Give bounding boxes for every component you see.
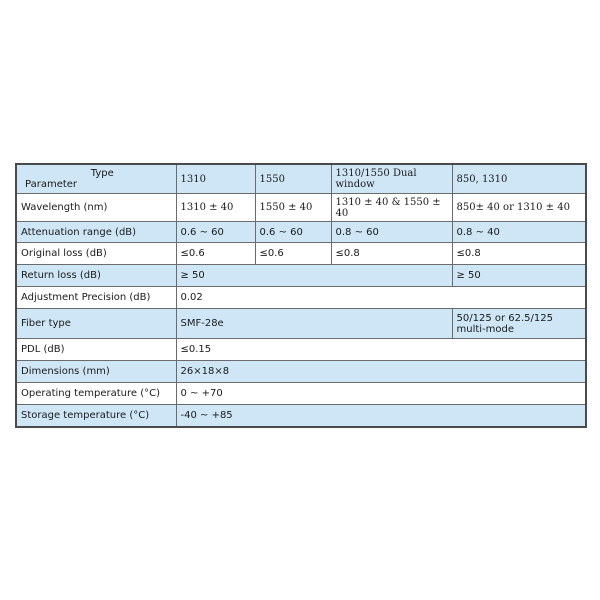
header-col-850-1310: 850, 1310 [452, 164, 586, 194]
value-cell: 0.6 ~ 60 [255, 222, 331, 243]
parameter-cell: Dimensions (mm) [16, 361, 176, 383]
value-cell: 0.8 ~ 40 [452, 222, 586, 243]
value-cell: ≥ 50 [176, 265, 452, 287]
parameter-cell: PDL (dB) [16, 339, 176, 361]
value-cell: 0.6 ~ 60 [176, 222, 255, 243]
parameter-cell: Attenuation range (dB) [16, 222, 176, 243]
table-row [16, 194, 586, 222]
parameter-cell: Storage temperature (°C) [16, 405, 176, 427]
header-col-1550: 1550 [255, 164, 331, 194]
table-row [16, 383, 586, 405]
spec-table [15, 163, 587, 428]
value-cell: 0.02 [176, 287, 586, 309]
value-cell: ≤0.8 [452, 243, 586, 265]
value-cell: ≥ 50 [452, 265, 586, 287]
table-row [16, 222, 586, 243]
value-cell: -40 ~ +85 [176, 405, 586, 427]
parameter-cell: Return loss (dB) [16, 265, 176, 287]
header-col-dual-window: 1310/1550 Dual window [331, 164, 452, 194]
table-row [16, 309, 586, 339]
parameter-cell: Original loss (dB) [16, 243, 176, 265]
value-cell: 1550 ± 40 [255, 194, 331, 222]
parameter-cell: Operating temperature (°C) [16, 383, 176, 405]
header-corner-cell [16, 164, 176, 194]
value-cell: 850± 40 or 1310 ± 40 [452, 194, 586, 222]
header-type-label: Type [90, 168, 114, 179]
table-row [16, 339, 586, 361]
table-row [16, 405, 586, 427]
value-cell: 0 ~ +70 [176, 383, 586, 405]
value-cell: 0.8 ~ 60 [331, 222, 452, 243]
table-row [16, 287, 586, 309]
value-cell: 1310 ± 40 & 1550 ± 40 [331, 194, 452, 222]
parameter-cell: Adjustment Precision (dB) [16, 287, 176, 309]
value-cell: 1310 ± 40 [176, 194, 255, 222]
parameter-cell: Wavelength (nm) [16, 194, 176, 222]
value-cell: SMF-28e [176, 309, 452, 339]
table-header-row [16, 164, 586, 194]
value-cell: ≤0.15 [176, 339, 586, 361]
table-row [16, 243, 586, 265]
value-cell: ≤0.6 [255, 243, 331, 265]
value-cell: ≤0.8 [331, 243, 452, 265]
header-parameter-label: Parameter [25, 179, 78, 190]
value-cell: 50/125 or 62.5/125 multi-mode [452, 309, 586, 339]
parameter-cell: Fiber type [16, 309, 176, 339]
value-cell: 26×18×8 [176, 361, 586, 383]
table-row [16, 265, 586, 287]
value-cell: ≤0.6 [176, 243, 255, 265]
header-col-1310: 1310 [176, 164, 255, 194]
table-row [16, 361, 586, 383]
